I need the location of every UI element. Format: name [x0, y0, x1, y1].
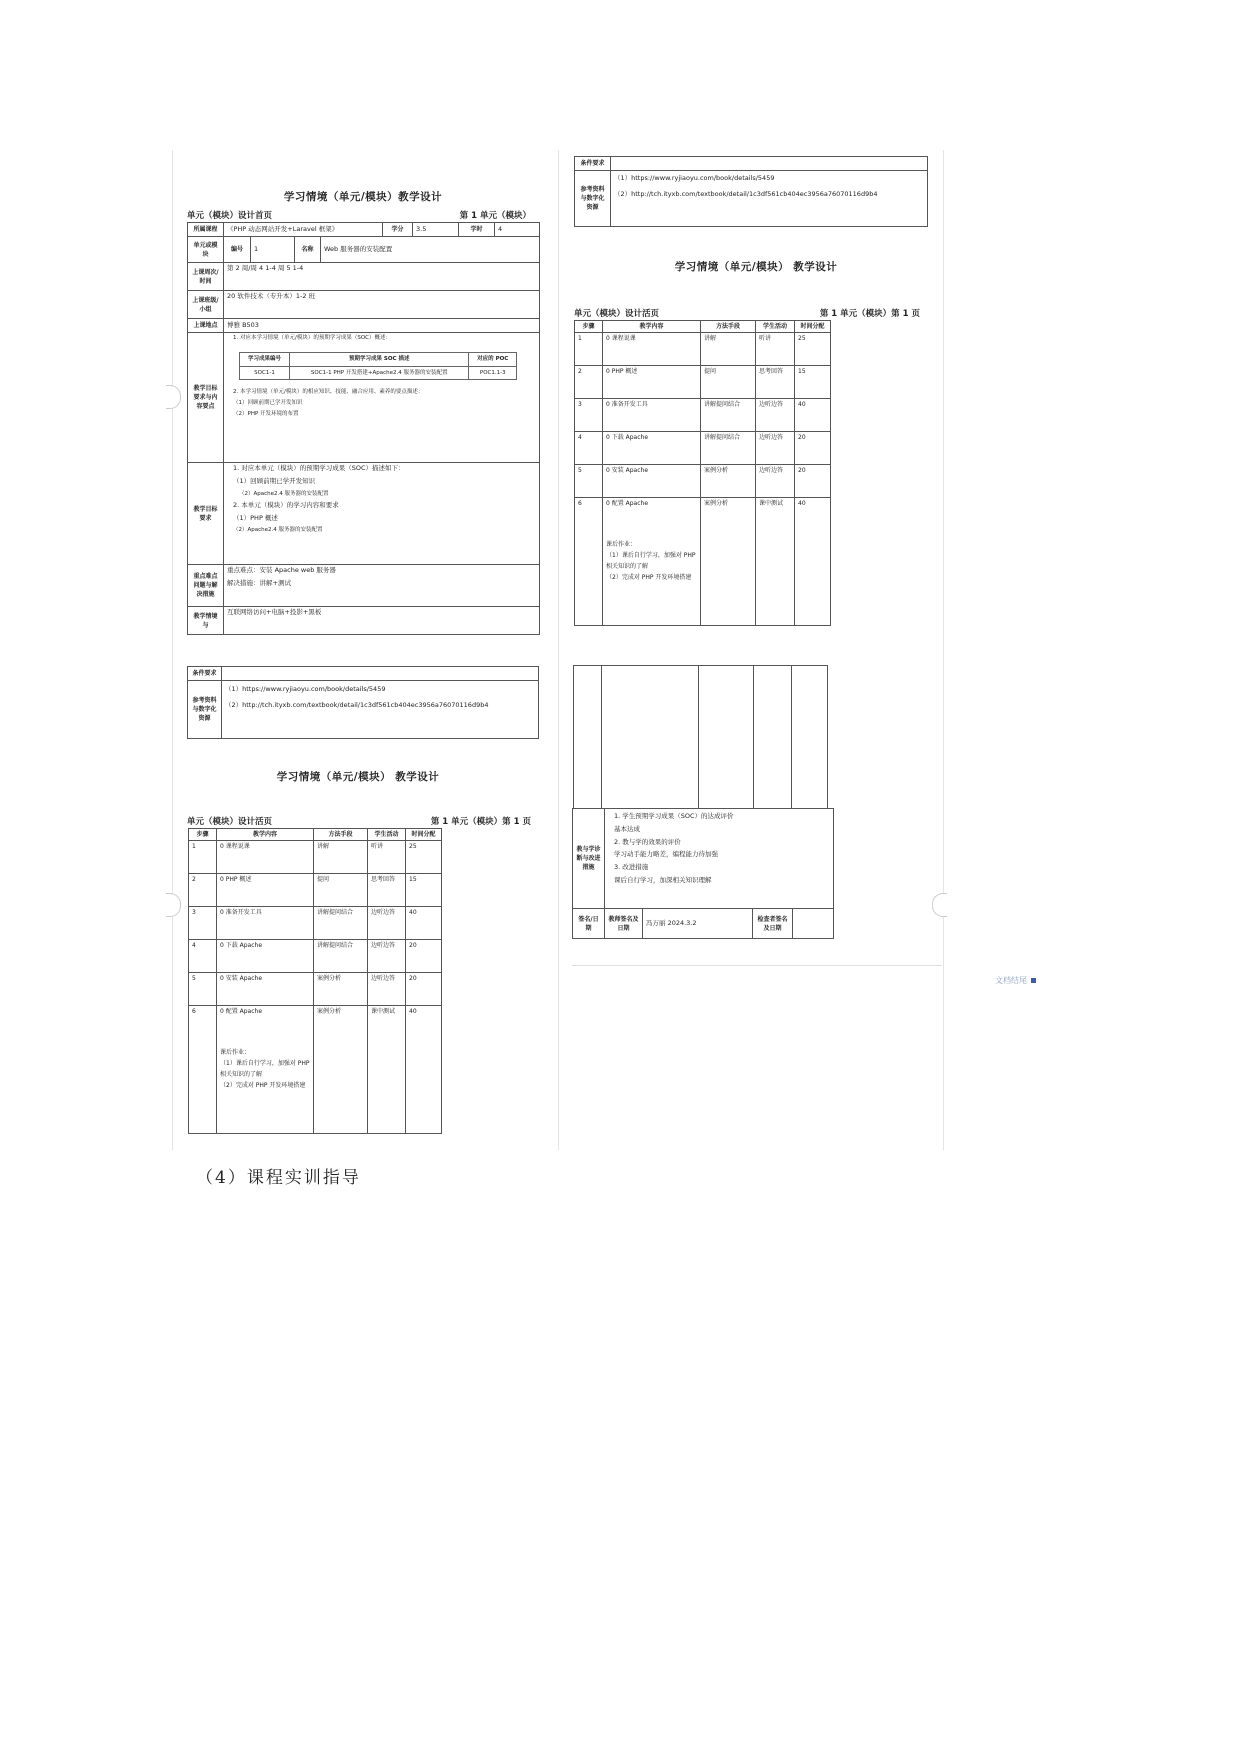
student-activity-cell: 思考回答	[368, 874, 406, 907]
activity-row	[575, 432, 831, 465]
name-label: 名称	[295, 237, 321, 263]
content-cell	[603, 498, 701, 626]
method-cell: 提问	[701, 366, 756, 399]
evaluation-item: 基本达成	[614, 824, 640, 833]
soc-header: 预期学习成果 SOC 描述	[290, 353, 469, 366]
content-cell: 0 PHP 概述	[603, 366, 701, 399]
unit-label: 单元或模块	[188, 237, 224, 263]
requirements-item: （1）回顾前期已学开发知识	[233, 476, 316, 485]
end-of-document-badge	[995, 975, 1036, 986]
content-text: 0 配置 Apache	[220, 1008, 263, 1015]
step-cell: 6	[575, 498, 603, 626]
doc-title-spaced: 学习情境（单元/模块） 教学设计	[674, 261, 838, 273]
method-cell: 案例分析	[314, 1006, 368, 1134]
class-value: 20 软件技术（专升本）1-2 班	[224, 291, 540, 319]
method-cell: 案例分析	[701, 465, 756, 498]
objectives-item: （2）PHP 开发环境的布置	[233, 411, 299, 418]
activity-row	[575, 399, 831, 432]
name-value: Web 服务器的安装配置	[321, 237, 540, 263]
evaluation-item: 1. 学生预期学习成果（SOC）的达成评价	[614, 812, 734, 820]
student-activity-cell: 边听边答	[756, 399, 795, 432]
difficulty-cell	[224, 565, 540, 607]
objectives-item: 2. 本学习情境（单元/模块）的相应知识、技能、融合应用、素养的要点描述：	[233, 388, 424, 395]
step-cell: 1	[575, 333, 603, 366]
credit-value: 3.5	[413, 223, 459, 237]
resources-table-left	[187, 666, 539, 739]
homework-line: 课后作业：	[220, 1049, 251, 1056]
step-cell: 2	[575, 366, 603, 399]
evaluation-item: 课后自行学习，加深相关知识理解	[614, 875, 712, 884]
student-activity-cell: 思考回答	[756, 366, 795, 399]
content-cell: 0 安装 Apache	[217, 973, 314, 1006]
activity-row	[189, 973, 442, 1006]
time-cell: 15	[795, 366, 831, 399]
step-cell: 4	[189, 940, 217, 973]
activity-row	[575, 498, 831, 626]
activity-header-right: 第 1 单元（模块）第 1 页	[430, 817, 531, 827]
student-activity-cell: 课中测试	[756, 498, 795, 626]
activity-header-cell: 步骤	[575, 321, 603, 333]
homework-line: 相关知识的了解	[606, 563, 649, 570]
evaluation-item: 学习动手能力略差，编程能力待加强	[614, 850, 718, 859]
step-cell: 3	[575, 399, 603, 432]
cond-label: 条件要求	[575, 157, 611, 171]
section-heading: （4）课程实训指导	[196, 1168, 361, 1188]
content-cell: 0 下载 Apache	[217, 940, 314, 973]
week-value: 第 2 周/周 4 1-4 周 5 1-4	[224, 263, 540, 291]
header-left: 单元（模块）设计首页	[187, 211, 273, 221]
requirements-item: （2）Apache2.4 服务器的安装配置	[239, 490, 329, 497]
activity-header-cell: 步骤	[189, 829, 217, 841]
first-page-table	[187, 222, 540, 635]
requirements-item: 2. 本单元（模块）的学习内容和要求	[233, 500, 339, 509]
doc-title: 学习情境（单元/模块）教学设计	[283, 191, 443, 203]
step-cell: 6	[189, 1006, 217, 1134]
evaluation-table	[572, 808, 834, 939]
page-header	[187, 209, 539, 221]
activity-header-cell: 学生活动	[756, 321, 795, 333]
activity-page-right	[574, 255, 928, 645]
week-label: 上课周次/时间	[188, 263, 224, 291]
method-cell: 讲解提问结合	[701, 399, 756, 432]
content-cell	[217, 1006, 314, 1134]
watermark-text: 文档结尾	[995, 976, 1027, 985]
ref-item: （1）https://www.ryjiaoyu.com/book/details/5459	[614, 174, 775, 182]
time-cell: 25	[406, 841, 442, 874]
method-cell: 案例分析	[314, 973, 368, 1006]
evaluation-item: 3. 改进措施	[614, 863, 649, 871]
student-activity-cell: 边听边答	[756, 432, 795, 465]
soc-header: 对应的 POC	[469, 353, 517, 366]
homework-line: 课后作业：	[606, 541, 637, 548]
activity-header-cell: 时间分配	[795, 321, 831, 333]
soc-cell: SOC1-1	[240, 366, 290, 379]
difficulty-item: 重点难点：安装 Apache web 服务器	[227, 566, 336, 574]
activity-header	[574, 307, 928, 319]
soc-cell: SOC1-1 PHP 开发搭建+Apache2.4 服务器的安装配置	[290, 366, 469, 379]
checker-value	[793, 909, 834, 939]
requirements-item: （1）PHP 概述	[233, 513, 278, 522]
ref-item: （2）http://tch.ityxb.com/textbook/detail/1c3df561cb404ec3956a76070116d9b4	[614, 189, 878, 198]
activity-row	[575, 366, 831, 399]
method-cell: 讲解	[701, 333, 756, 366]
hours-value: 4	[495, 223, 540, 237]
student-activity-cell: 课中测试	[368, 1006, 406, 1134]
step-cell: 2	[189, 874, 217, 907]
method-cell: 讲解提问结合	[314, 907, 368, 940]
time-cell: 40	[795, 498, 831, 626]
soc-table	[239, 352, 517, 380]
resources-table-right	[574, 156, 928, 227]
student-activity-cell: 听讲	[368, 841, 406, 874]
homework-line: （2）完成对 PHP 开发环境搭建	[220, 1082, 306, 1089]
activity-header	[187, 815, 539, 827]
student-activity-cell: 听讲	[756, 333, 795, 366]
square-icon	[1031, 978, 1036, 983]
content-text: 0 配置 Apache	[606, 500, 649, 507]
time-cell: 20	[795, 432, 831, 465]
situation-value: 互联网络访问+电脑+投影+黑板	[224, 607, 540, 635]
ref-label: 参考资料与数字化资源	[188, 681, 222, 739]
header-right: 第 1 单元（模块）	[459, 211, 531, 221]
method-cell: 讲解提问结合	[314, 940, 368, 973]
method-cell: 提问	[314, 874, 368, 907]
time-cell: 15	[406, 874, 442, 907]
step-cell: 3	[189, 907, 217, 940]
evaluation-cell	[605, 809, 834, 909]
objectives-cell	[224, 333, 540, 463]
student-activity-cell: 边听边答	[368, 940, 406, 973]
activity-row	[189, 940, 442, 973]
activity-header-cell: 学生活动	[368, 829, 406, 841]
homework-line: （1）课后自行学习，加强对 PHP	[220, 1060, 310, 1067]
activity-row	[189, 874, 442, 907]
activity-row	[575, 333, 831, 366]
content-cell: 0 课程说课	[603, 333, 701, 366]
ref-item: （1）https://www.ryjiaoyu.com/book/details/5459	[225, 685, 386, 693]
activity-header-left: 单元（模块）设计活页	[187, 817, 273, 827]
unit-design-first-page	[187, 185, 539, 645]
no-value: 1	[251, 237, 295, 263]
soc-header: 学习成果编号	[240, 353, 290, 366]
place-label: 上课地点	[188, 319, 224, 333]
content-cell: 0 准备开发工具	[217, 907, 314, 940]
method-cell: 讲解	[314, 841, 368, 874]
ref-cell	[222, 681, 539, 739]
step-cell: 5	[575, 465, 603, 498]
time-cell: 20	[795, 465, 831, 498]
content-cell: 0 安装 Apache	[603, 465, 701, 498]
time-cell: 40	[406, 907, 442, 940]
situation-label: 教学情境与	[188, 607, 224, 635]
continuation-table	[573, 665, 828, 809]
content-cell: 0 课程说课	[217, 841, 314, 874]
homework-line: 相关知识的了解	[220, 1071, 263, 1078]
activity-table-right	[574, 320, 831, 626]
step-cell: 1	[189, 841, 217, 874]
activity-page-left	[187, 765, 539, 1145]
student-activity-cell: 边听边答	[368, 907, 406, 940]
doc-title-spaced: 学习情境（单元/模块） 教学设计	[276, 771, 440, 783]
objectives-label: 教学目标要求与内容要点	[188, 333, 224, 463]
activity-header-cell: 方法手段	[314, 829, 368, 841]
homework-line: （2）完成对 PHP 开发环境搭建	[606, 574, 692, 581]
activity-header-cell: 时间分配	[406, 829, 442, 841]
time-cell: 20	[406, 940, 442, 973]
difficulty-item: 解决措施：讲解+测试	[227, 578, 291, 587]
ref-label: 参考资料与数字化资源	[575, 171, 611, 227]
ref-item: （2）http://tch.ityxb.com/textbook/detail/1c3df561cb404ec3956a76070116d9b4	[225, 700, 489, 709]
activity-header-cell: 教学内容	[217, 829, 314, 841]
evaluation-label: 教与学诊断与改进措施	[573, 809, 605, 909]
course-value: 《PHP 动态网站开发+Laravel 框架》	[224, 223, 383, 237]
activity-row	[189, 841, 442, 874]
student-activity-cell: 边听边答	[368, 973, 406, 1006]
evaluation-page	[572, 665, 834, 941]
activity-header-cell: 方法手段	[701, 321, 756, 333]
checker-label: 检查者签名及日期	[753, 909, 793, 939]
activity-row	[189, 907, 442, 940]
soc-cell: POC1.1-3	[469, 366, 517, 379]
class-label: 上课班级/小组	[188, 291, 224, 319]
activity-header-right: 第 1 单元（模块）第 1 页	[819, 309, 920, 319]
place-value: 博雅 B503	[224, 319, 540, 333]
no-label: 编号	[224, 237, 251, 263]
method-cell: 讲解提问结合	[701, 432, 756, 465]
time-cell: 20	[406, 973, 442, 1006]
content-cell: 0 下载 Apache	[603, 432, 701, 465]
teacher-label: 教师签名及日期	[605, 909, 643, 939]
homework-line: （1）课后自行学习，加强对 PHP	[606, 552, 696, 559]
sign-label: 签名/日期	[573, 909, 605, 939]
requirements-item: 1. 对应本单元（模块）的预期学习成果（SOC）描述如下：	[233, 464, 405, 472]
method-cell: 案例分析	[701, 498, 756, 626]
objectives-intro: 1. 对应本学习情境（单元/模块）的预期学习成果（SOC）概述：	[233, 335, 392, 341]
time-cell: 25	[795, 333, 831, 366]
activity-row	[575, 465, 831, 498]
credit-label: 学分	[383, 223, 413, 237]
teacher-value: 冯万丽 2024.3.2	[643, 909, 753, 939]
requirements-item: （2）Apache2.4 服务器的安装配置	[233, 527, 323, 534]
evaluation-item: 2. 教与学的效果的评价	[614, 837, 681, 846]
time-cell: 40	[406, 1006, 442, 1134]
requirements-label: 教学目标要求	[188, 463, 224, 565]
requirements-cell	[224, 463, 540, 565]
activity-table-left	[188, 828, 442, 1134]
activity-header-cell: 教学内容	[603, 321, 701, 333]
time-cell: 40	[795, 399, 831, 432]
objectives-item: （1）回顾前期已学开发知识	[233, 400, 303, 406]
content-cell: 0 PHP 概述	[217, 874, 314, 907]
student-activity-cell: 边听边答	[756, 465, 795, 498]
content-cell: 0 准备开发工具	[603, 399, 701, 432]
ref-cell	[611, 171, 928, 227]
step-cell: 5	[189, 973, 217, 1006]
course-label: 所属课程	[188, 223, 224, 237]
difficulty-label: 重点难点问题与解决措施	[188, 565, 224, 607]
step-cell: 4	[575, 432, 603, 465]
activity-header-left: 单元（模块）设计活页	[574, 309, 660, 319]
cond-label: 条件要求	[188, 667, 222, 681]
activity-row	[189, 1006, 442, 1134]
hours-label: 学时	[459, 223, 495, 237]
